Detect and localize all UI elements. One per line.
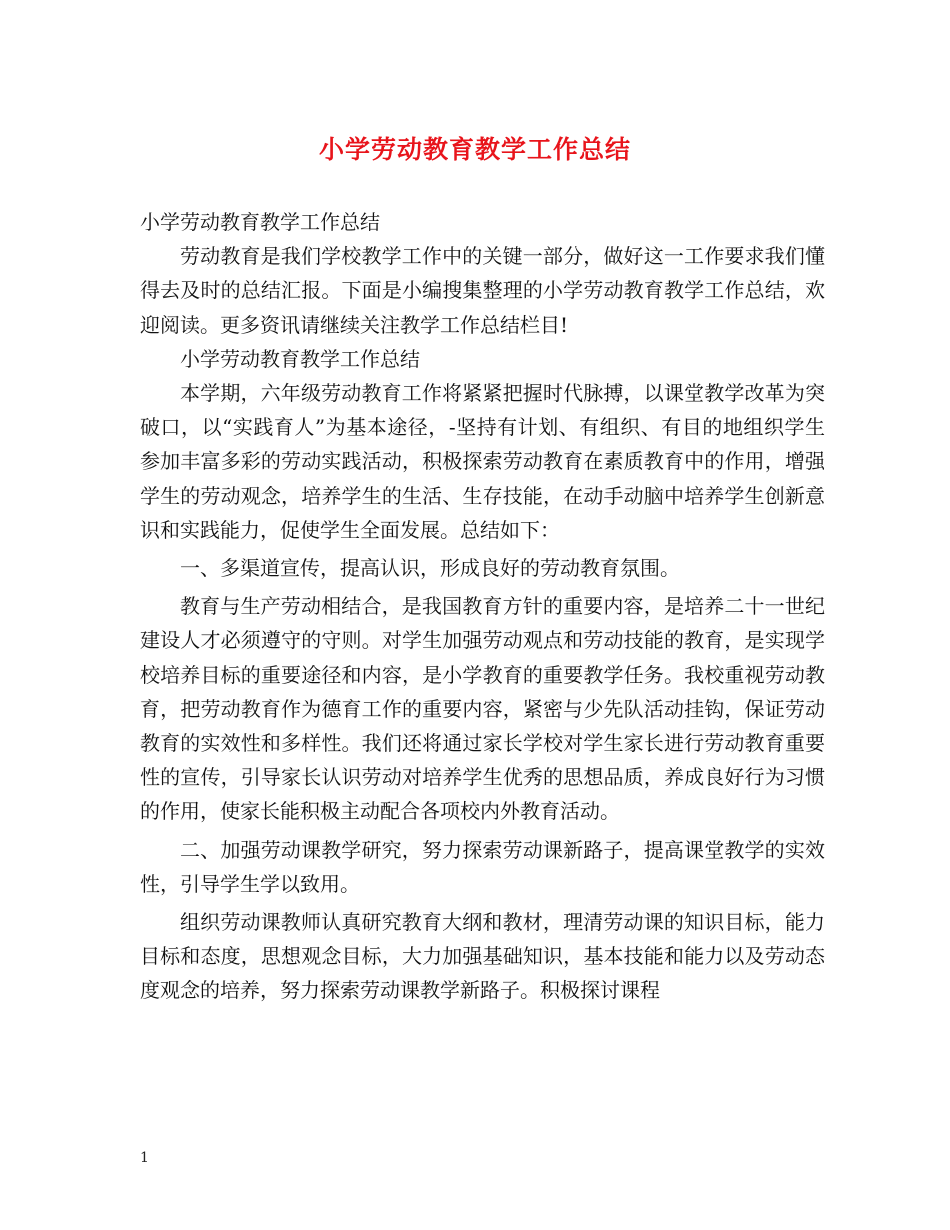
paragraph-heading: 小学劳动教育教学工作总结 (180, 346, 420, 371)
section-heading-2: 二、加强劳动课教学研究，努力探索劳动课新路子，提高课堂教学的实效性，引导学生学以致用。 (140, 837, 825, 896)
paragraph-summary: 本学期，六年级劳动教育工作将紧紧把握时代脉搏，以课堂教学改革为突破口，以“实践育人”为基本途径，-坚持有计划、有组织、有目的地组织学生参加丰富多彩的劳动实践活动，积极探索劳动教育在素质教育中的作用，增强学生的劳动观念，培养学生的生活、生存技能，在动手动脑中培养学生创新意识和实践能力，促使学生全面发展。总结如下： (140, 381, 825, 542)
page-number: 1 (140, 1150, 149, 1166)
document-title: 小学劳动教育教学工作总结 (318, 135, 631, 164)
paragraph-subtitle: 小学劳动教育教学工作总结 (140, 210, 380, 234)
paragraph-section-2: 组织劳动课教师认真研究教育大纲和教材，理清劳动课的知识目标，能力目标和态度，思想观念目标，大力加强基础知识，基本技能和能力以及劳动态度观念的培养，努力探索劳动课教学新路子。积极探讨课程 (140, 910, 825, 1003)
paragraph-intro: 劳动教育是我们学校教学工作中的关键一部分，做好这一工作要求我们懂得去及时的总结汇报。下面是小编搜集整理的小学劳动教育教学工作总结，欢迎阅读。更多资讯请继续关注教学工作总结栏目! (140, 244, 825, 337)
document-body (140, 205, 825, 1008)
paragraph-section-1: 教育与生产劳动相结合，是我国教育方针的重要内容，是培养二十一世纪建设人才必须遵守的守则。对学生加强劳动观点和劳动技能的教育，是实现学校培养目标的重要途径和内容，是小学教育的重要教学任务。我校重视劳动教育，把劳动教育作为德育工作的重要内容，紧密与少先队活动挂钩，保证劳动教育的实效性和多样性。我们还将通过家长学校对学生家长进行劳动教育重要性的宣传，引导家长认识劳动对培养学生优秀的思想品质，养成良好行为习惯的作用，使家长能积极主动配合各项校内外教育活动。 (140, 594, 825, 824)
section-heading-1: 一、多渠道宣传，提高认识，形成良好的劳动教育氛围。 (180, 556, 680, 581)
